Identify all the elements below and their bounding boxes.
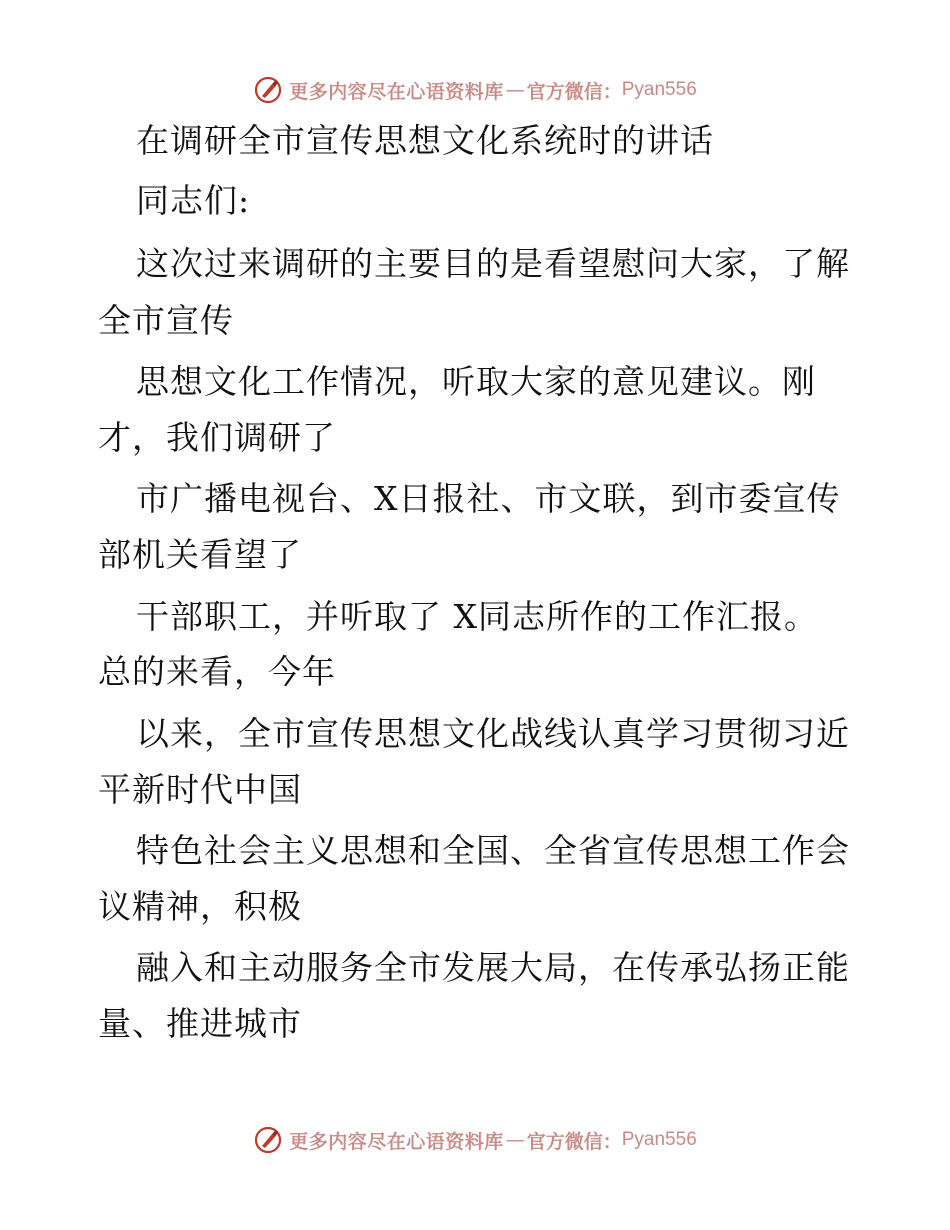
watermark-label: 官方微信： bbox=[526, 80, 622, 103]
watermark-dash: — bbox=[505, 1129, 525, 1151]
watermark-text: 更多内容尽在心语资料库 bbox=[289, 1130, 504, 1153]
paragraph-line: 量、推进城市 bbox=[98, 1004, 302, 1043]
paragraph-line: 干部职工，并听取了 X同志所作的工作汇报。 bbox=[136, 597, 818, 636]
watermark-header bbox=[0, 70, 950, 110]
paragraph-line: 才，我们调研了 bbox=[98, 418, 336, 457]
paragraph-line: 全市宣传 bbox=[98, 301, 234, 340]
paragraph-line: 议精神，积极 bbox=[98, 887, 302, 926]
watermark-dash: — bbox=[505, 79, 525, 101]
watermark-id: Pyan556 bbox=[621, 79, 697, 100]
watermark-id: Pyan556 bbox=[621, 1129, 697, 1150]
watermark-text: 更多内容尽在心语资料库 bbox=[289, 80, 504, 103]
salutation: 同志们: bbox=[136, 181, 251, 220]
paragraph-line: 融入和主动服务全市发展大局，在传承弘扬正能 bbox=[136, 948, 850, 987]
paragraph-line: 平新时代中国 bbox=[98, 770, 302, 809]
pen-nib-circle-icon bbox=[253, 75, 283, 105]
paragraph-line: 市广播电视台、X日报社、市文联，到市委宣传 bbox=[136, 479, 841, 518]
paragraph-line: 特色社会主义思想和全国、全省宣传思想工作会 bbox=[136, 831, 850, 870]
pen-nib-circle-icon bbox=[253, 1125, 283, 1155]
paragraph-line: 这次过来调研的主要目的是看望慰问大家，了解 bbox=[136, 244, 850, 283]
document-title: 在调研全市宣传思想文化系统时的讲话 bbox=[136, 121, 714, 160]
watermark-footer bbox=[0, 1120, 950, 1160]
paragraph-line: 思想文化工作情况，听取大家的意见建议。刚 bbox=[136, 362, 816, 401]
paragraph-line: 以来，全市宣传思想文化战线认真学习贯彻习近 bbox=[136, 714, 850, 753]
paragraph-line: 部机关看望了 bbox=[98, 535, 302, 574]
paragraph-line: 总的来看，今年 bbox=[98, 652, 336, 691]
watermark-label: 官方微信： bbox=[526, 1130, 622, 1153]
